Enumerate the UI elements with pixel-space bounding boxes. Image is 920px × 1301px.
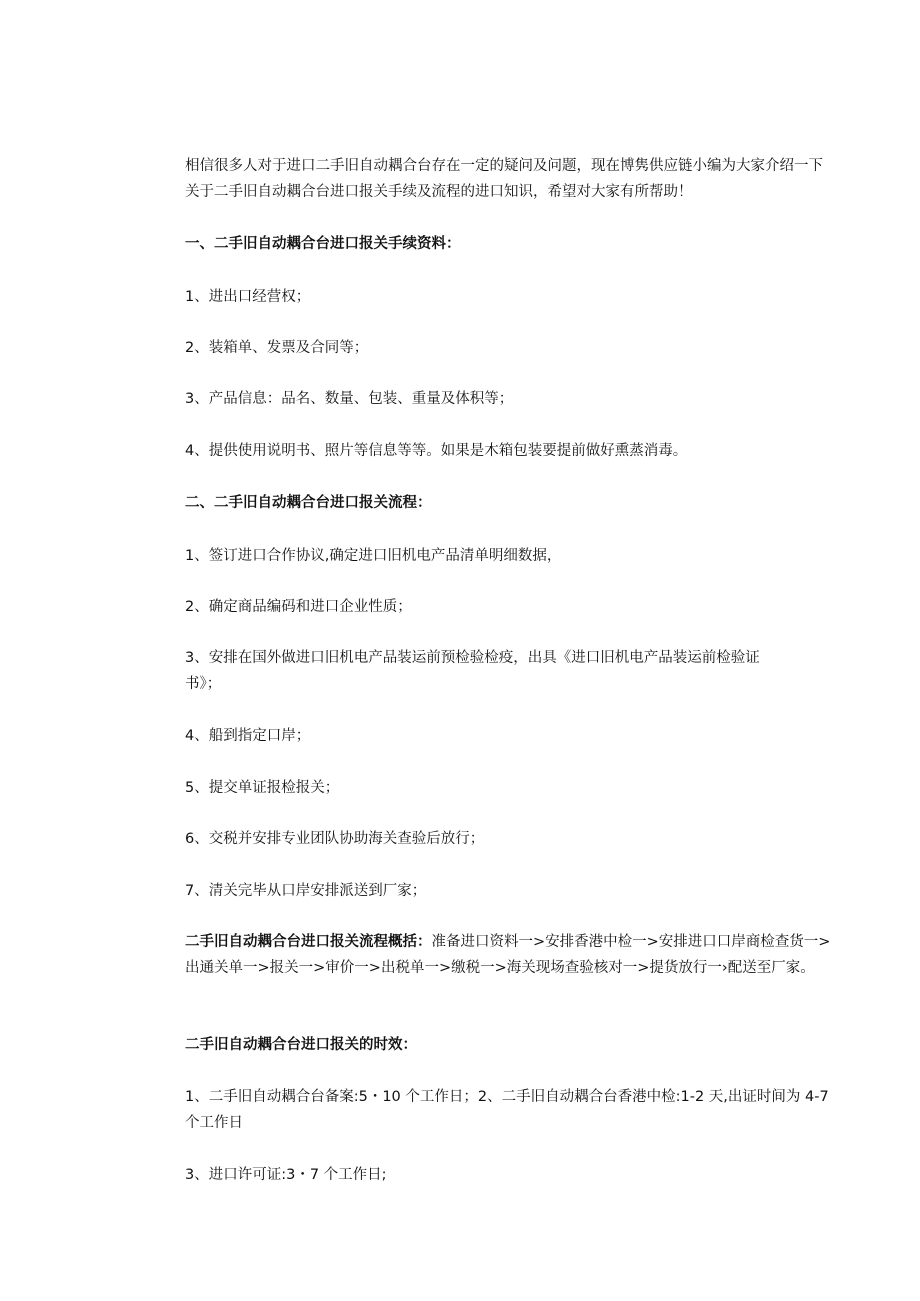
section3-item-1: 1、二手旧自动耦合台备案:5・10 个工作日；2、二手旧自动耦合台香港中检:1-2 天,出证时间为 4-7 个工作日 <box>185 1089 829 1131</box>
summary-paragraph <box>185 929 835 981</box>
section2-item-6: 6、交税并安排专业团队协助海关查验后放行； <box>185 831 485 847</box>
section1-item-2: 2、装箱单、发票及合同等； <box>185 340 369 356</box>
section2-item-7: 7、清关完毕从口岸安排派送到厂家； <box>185 883 427 899</box>
section3-heading: 二手旧自动耦合台进口报关的时效： <box>185 1037 417 1053</box>
section3-item-2: 3、进口许可证:3・7 个工作日; <box>185 1167 387 1183</box>
summary-label: 二手旧自动耦合台进口报关流程概括： <box>185 934 432 950</box>
section1-heading: 一、二手旧自动耦合台进口报关手续资料： <box>185 236 461 252</box>
section1-item-1: 1、进出口经营权； <box>185 289 311 305</box>
intro-paragraph: 相信很多人对于进口二手旧自动耦合台存在一定的疑问及问题，现在博隽供应链小编为大家介绍一下关于二手旧自动耦合台进口报关手续及流程的进口知识，希望对大家有所帮助！ <box>185 158 823 200</box>
section2-item-4: 4、船到指定口岸； <box>185 728 311 744</box>
section2-item-1: 1、签订进口合作协议,确定进口旧机电产品清单明细数据， <box>185 548 562 564</box>
section2-item-5: 5、提交单证报检报关； <box>185 780 340 796</box>
section2-item-2: 2、确定商品编码和进口企业性质； <box>185 599 412 615</box>
section1-item-4: 4、提供使用说明书、照片等信息等等。如果是木箱包装要提前做好熏蒸消毒。 <box>185 443 688 459</box>
summary-text: 准备进口资料一>安排香港中检一>安排进口口岸商检查货一>出通关单一>报关一>审价一>出税单一>缴税一>海关现场查验核对一>提货放行一›配送至厂家。 <box>185 934 831 976</box>
section1-item-3: 3、产品信息：品名、数量、包装、重量及体积等； <box>185 391 514 407</box>
section2-heading: 二、二手旧自动耦合台进口报关流程： <box>185 495 432 511</box>
section2-item-3: 3、安排在国外做进口旧机电产品装运前预检验检疫，出具《进口旧机电产品装运前检验证书》； <box>185 650 760 692</box>
